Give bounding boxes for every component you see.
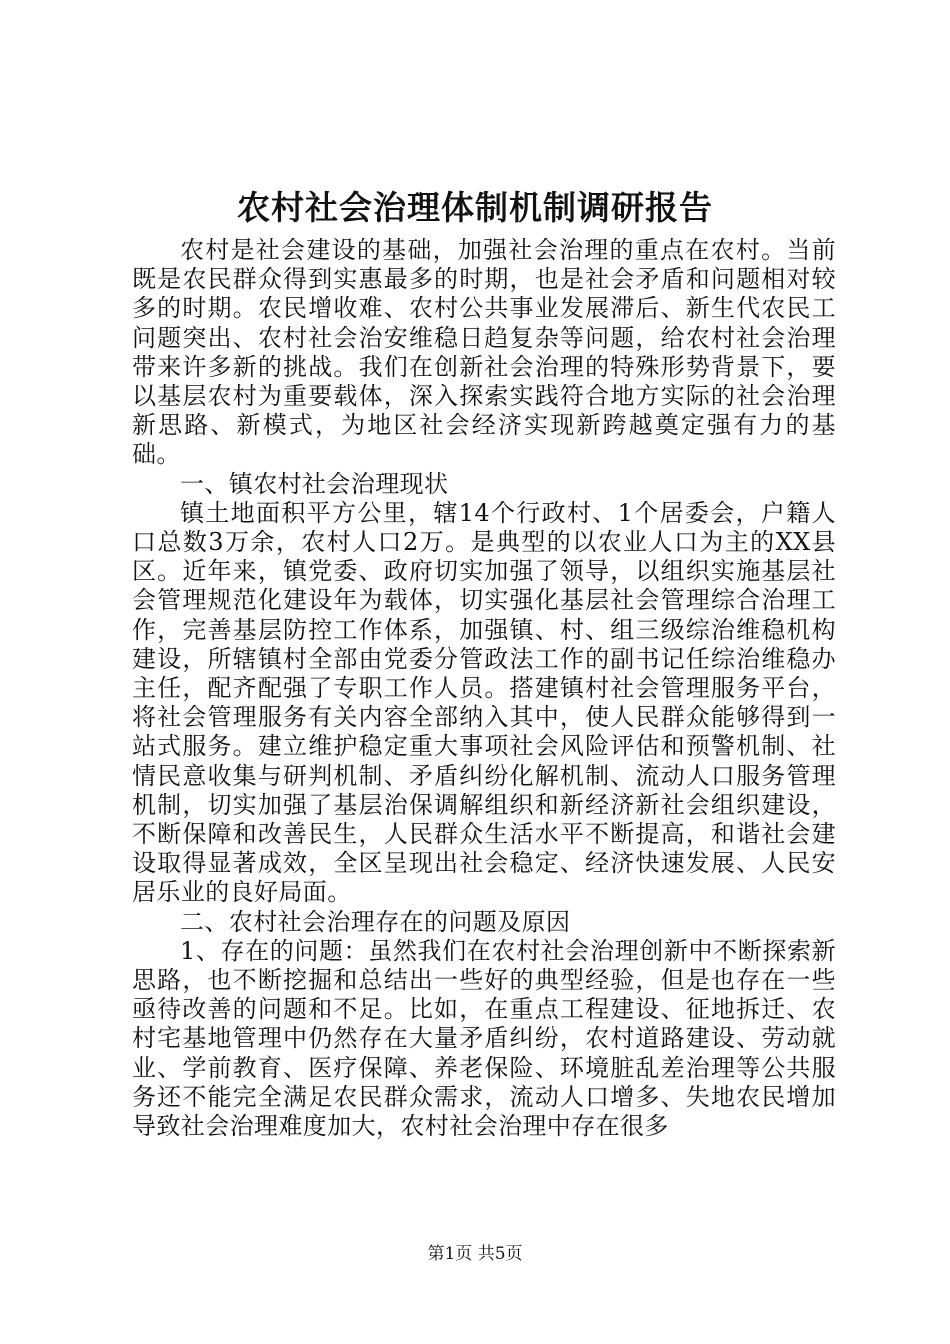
page-number-footer: 第1页 共5页 [427, 1244, 523, 1264]
document-title: 农村社会治理体制机制调研报告 [237, 188, 713, 227]
intro-paragraph: 农村是社会建设的基础，加强社会治理的重点在农村。当前既是农民群众得到实惠最多的时期，也是社会矛盾和问题相对较多的时期。农民增收难、农村公共事业发展滞后、新生代农民工问题突出、农村社会治安维稳日趋复杂等问题，给农村社会治理带来许多新的挑战。我们在创新社会治理的特殊形势背景下，要以基层农村为重要载体，深入探索实践符合地方实际的社会治理新思路、新模式，为地区社会经济实现新跨越奠定强有力的基础。 [132, 236, 836, 469]
section-heading-1: 一、镇农村社会治理现状 [180, 469, 449, 498]
section-heading-2: 二、农村社会治理存在的问题及原因 [180, 907, 571, 936]
document-body [132, 236, 836, 1141]
status-paragraph: 镇土地面积平方公里，辖14个行政村、1个居委会，户籍人口总数3万余，农村人口2万。是典型的以农业人口为主的XX县区。近年来，镇党委、政府切实加强了领导，以组织实施基层社会管理规范化建设年为载体，切实强化基层社会管理综合治理工作，完善基层防控工作体系，加强镇、村、组三级综治维稳机构建设，所辖镇村全部由党委分管政法工作的副书记任综治维稳办主任，配齐配强了专职工作人员。搭建镇村社会管理服务平台，将社会管理服务有关内容全部纳入其中，使人民群众能够得到一站式服务。建立维护稳定重大事项社会风险评估和预警机制、社情民意收集与研判机制、矛盾纠纷化解机制、流动人口服务管理机制，切实加强了基层治保调解组织和新经济新社会组织建设，不断保障和改善民生，人民群众生活水平不断提高，和谐社会建设取得显著成效，全区呈现出社会稳定、经济快速发展、人民安居乐业的良好局面。 [132, 498, 836, 907]
problems-paragraph: 1、存在的问题：虽然我们在农村社会治理创新中不断探索新思路，也不断挖掘和总结出一些好的典型经验，但是也存在一些亟待改善的问题和不足。比如，在重点工程建设、征地拆迁、农村宅基地管理中仍然存在大量矛盾纠纷，农村道路建设、劳动就业、学前教育、医疗保障、养老保险、环境脏乱差治理等公共服务还不能完全满足农民群众需求，流动人口增多、失地农民增加导致社会治理难度加大，农村社会治理中存在很多 [132, 936, 836, 1141]
